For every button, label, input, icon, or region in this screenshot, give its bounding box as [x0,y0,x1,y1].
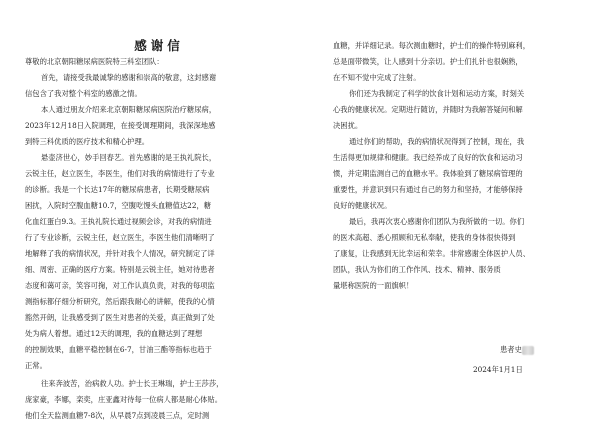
paragraph-nurses-cont [333,38,578,86]
text-line: 行了专业诊断，云锐主任，赵立医生，李医生他们清晰明了 [25,233,215,242]
text-line: 通过你们的帮助，我的病情状况得到了控制，现在，我 [349,137,525,146]
text-line: 信包含了我对整个科室的感激之情。 [25,89,142,98]
text-line: 的控制效果，血糖平稳控制在6-7，甘油三酯等指标也趋于 [25,345,212,354]
text-line: 困扰，入院时空腹血糖10.7，空腹吃馒头血糖值达22，糖 [25,201,212,210]
paragraph-doctors [25,150,293,374]
text-line: 在不知不觉中完成了注射。 [333,73,421,82]
text-line: 的诊断。我是一个长达17年的糖尿病患者，长期受糖尿病 [25,185,210,194]
text-line: 首先，请接受我最诚挚的感谢和崇高的敬意，这封感谢 [41,73,217,82]
left-column [25,0,293,423]
text-line: 本人通过朋友介绍来北京朝阳糖尿病医院治疗糖尿病， [41,105,217,114]
text-line: 到特三科优质的医疗技术和精心护理。 [25,137,150,146]
text-line: 处为病人着想。通过12天的调理，我的血糖达到了理想 [25,329,203,338]
signature [500,342,534,358]
text-line: 2023年12月18日入院调理，在接受调理期间，我深深地感 [25,121,216,130]
paragraph-admission [25,102,293,150]
redacted-name [522,346,534,355]
paragraph-progress [333,134,578,214]
text-line: 团队，我认为你们的工作作风、技术、精神、服务质 [333,265,501,274]
text-line: 量堪称医院的一面旗帜！ [333,281,414,290]
text-line: 了康复，让我感到无比幸运和荣幸。非常感谢全体医护人员、 [333,249,531,258]
text-line: 良好的健康状况。 [333,201,392,210]
text-line: 正常。 [25,361,47,370]
signature-text: 患者史 [500,345,522,354]
text-line: 总是面带微笑，让人感到十分亲切。护士们扎针也很娴熟， [333,57,523,66]
text-line: 细、周密、正确的医疗方案。特别是云锐主任，她对待患者 [25,265,215,274]
text-line: 悬壶济世心，妙手回春艺。首先感谢的是王执礼院长， [41,153,217,162]
salutation: 尊敬的北京朝阳糖尿病医院特三科室团队： [25,57,164,66]
text-line: 决困扰。 [333,121,363,130]
text-line: 往来奔波苦，治病救人功。护士长王琳瑞，护士王莎莎， [41,379,224,388]
text-line: 化血红蛋白9.3。王执礼院长通过视频会诊，对我的病情进 [25,217,212,226]
text-line: 云锐主任，赵立医生，李医生，他们对我的病情进行了专业 [25,169,215,178]
text-line: 重要性，并意识到只有通过自己的努力和坚持，才能够保持 [333,185,523,194]
text-line: 生活得更加规律和健康。我已经养成了良好的饮食和运动习 [333,153,523,162]
text-line: 惯，并定期监测自己的血糖水平。我体验到了糖尿病管理的 [333,169,523,178]
text-line: 他们全天监测血糖7-8次，从早晨7点到凌晨三点，定时测 [25,411,210,420]
text-line: 心我的健康状况。定期进行随访，并随时为我解答疑问和解 [333,105,523,114]
paragraph-closing [333,214,578,294]
text-line: 测指标都仔细分析研究，然后跟我耐心的讲解，使我的心情 [25,297,215,306]
text-line: 豁然开朗，让我感受到了医生对患者的关爱，真正做到了处 [25,313,215,322]
right-column [333,0,578,423]
text-line: 态度和蔼可亲，笑容可掬，对工作认真负责，对我的每项监 [25,281,215,290]
letter-title: 感谢信 [134,38,184,53]
text-line: 地解释了我的病情状况，并针对我个人情况，研究制定了详 [25,249,215,258]
paragraph-plan [333,86,578,134]
text-line: 庞家豪，李娜，栾奕，庄亚鑫对待每一位病人都是耐心体贴。 [25,395,223,404]
text-line: 最后，我再次衷心感谢你们团队为我所做的一切。你们 [349,217,525,226]
paragraph-nurses [25,376,293,424]
text-line: 你们还为我制定了科学的饮食计划和运动方案，时刻关 [349,89,525,98]
text-line: 的医术高超、悉心照顾和无私奉献，使我的身体很快得到 [333,233,516,242]
paragraph-greeting [25,70,293,102]
letter-date: 2024年1月1日 [473,365,523,374]
text-line: 血糖，并详细记录。每次测血糖时，护士们的操作特别麻利， [333,41,531,50]
